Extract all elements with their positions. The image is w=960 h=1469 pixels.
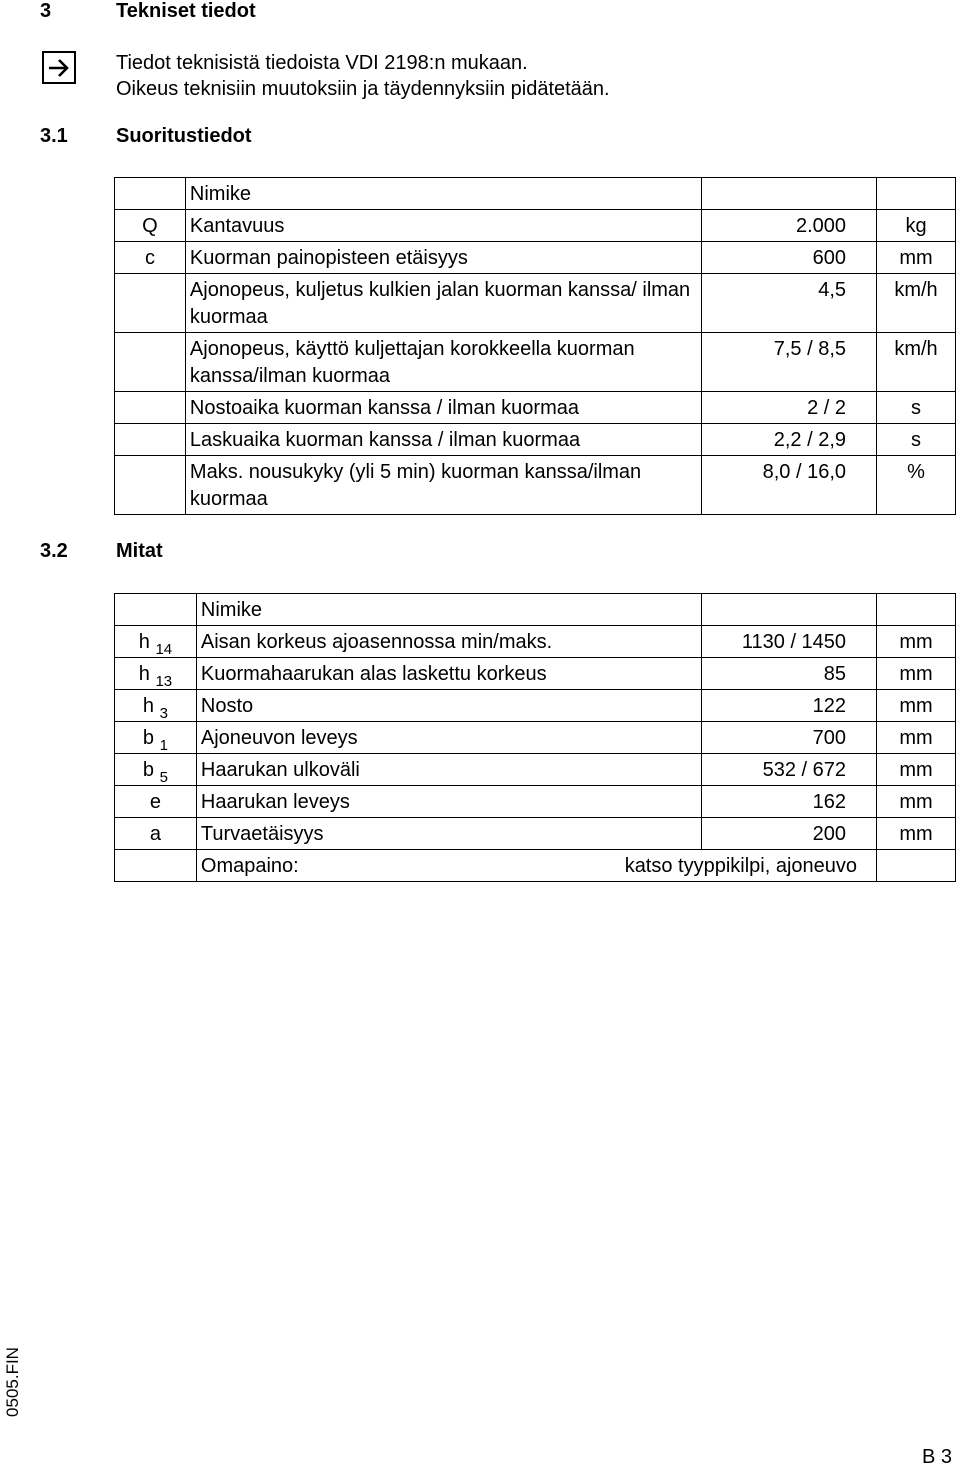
table-row bbox=[115, 818, 956, 850]
symbol-letter: h bbox=[142, 695, 155, 717]
symbol-cell bbox=[115, 690, 197, 722]
table-row bbox=[115, 274, 956, 333]
value-cell: 2 / 2 bbox=[702, 392, 877, 424]
table-header-row bbox=[115, 178, 956, 210]
symbol-cell bbox=[115, 626, 197, 658]
value-cell: 2.000 bbox=[702, 210, 877, 242]
unit-cell: mm bbox=[877, 722, 956, 754]
value-cell: 4,5 bbox=[702, 274, 877, 333]
symbol-letter: h bbox=[138, 663, 150, 685]
unit-cell: mm bbox=[877, 690, 956, 722]
header-label-cell: Nimike bbox=[196, 594, 701, 626]
symbol-subscript: 1 bbox=[159, 737, 168, 754]
label-cell: Laskuaika kuorman kanssa / ilman kuormaa bbox=[185, 424, 701, 456]
table-row bbox=[115, 722, 956, 754]
section-3-1-number: 3.1 bbox=[40, 125, 68, 147]
weight-value: katso tyyppikilpi, ajoneuvo bbox=[624, 855, 858, 877]
value-cell: 8,0 / 16,0 bbox=[702, 456, 877, 515]
symbol-cell bbox=[115, 178, 186, 210]
symbol-cell bbox=[115, 424, 186, 456]
arrow-right-icon bbox=[42, 51, 76, 84]
table-row bbox=[115, 210, 956, 242]
page-number: B 3 bbox=[922, 1446, 953, 1468]
value-cell bbox=[702, 594, 877, 626]
label-cell: Kuorman painopisteen etäisyys bbox=[185, 242, 701, 274]
unit-cell bbox=[877, 850, 956, 882]
symbol-cell bbox=[115, 722, 197, 754]
unit-cell: mm bbox=[877, 786, 956, 818]
unit-cell: mm bbox=[877, 658, 956, 690]
label-cell: Haarukan leveys bbox=[196, 786, 701, 818]
symbol-cell bbox=[115, 274, 186, 333]
unit-cell: mm bbox=[877, 626, 956, 658]
unit-cell: km/h bbox=[877, 333, 956, 392]
label-cell: Maks. nousukyky (yli 5 min) kuorman kanssa/ilman kuormaa bbox=[185, 456, 701, 515]
value-cell bbox=[702, 178, 877, 210]
label-cell: Haarukan ulkoväli bbox=[196, 754, 701, 786]
unit-cell: % bbox=[877, 456, 956, 515]
table-row bbox=[115, 242, 956, 274]
label-cell: Kuormahaarukan alas laskettu korkeus bbox=[196, 658, 701, 690]
unit-cell bbox=[877, 594, 956, 626]
symbol-letter: h bbox=[138, 631, 150, 653]
symbol-subscript: 13 bbox=[155, 673, 173, 690]
table-row bbox=[115, 658, 956, 690]
label-cell: Ajonopeus, käyttö kuljettajan korokkeella kuorman kanssa/ilman kuormaa bbox=[185, 333, 701, 392]
symbol-cell bbox=[115, 754, 197, 786]
symbol-cell bbox=[115, 392, 186, 424]
document-code: 0505.FIN bbox=[3, 1347, 22, 1417]
section-3-2-number: 3.2 bbox=[40, 540, 68, 562]
unit-cell: mm bbox=[877, 242, 956, 274]
table-row bbox=[115, 456, 956, 515]
unit-cell: mm bbox=[877, 754, 956, 786]
header-label-cell: Nimike bbox=[185, 178, 701, 210]
value-cell: 85 bbox=[702, 658, 877, 690]
label-cell: Nostoaika kuorman kanssa / ilman kuormaa bbox=[185, 392, 701, 424]
label-cell: Aisan korkeus ajoasennossa min/maks. bbox=[196, 626, 701, 658]
weight-cell bbox=[196, 850, 876, 882]
table-row bbox=[115, 424, 956, 456]
symbol-cell bbox=[115, 333, 186, 392]
value-cell: 162 bbox=[702, 786, 877, 818]
value-cell: 200 bbox=[702, 818, 877, 850]
value-cell: 1130 / 1450 bbox=[702, 626, 877, 658]
symbol-letter: b bbox=[142, 727, 155, 749]
label-cell: Ajonopeus, kuljetus kulkien jalan kuorman kanssa/ ilman kuormaa bbox=[185, 274, 701, 333]
section-3-2-title: Mitat bbox=[116, 540, 163, 562]
section-3-1-title: Suoritustiedot bbox=[116, 125, 252, 147]
symbol-letter: b bbox=[142, 759, 155, 781]
symbol-cell bbox=[115, 658, 197, 690]
value-cell: 2,2 / 2,9 bbox=[702, 424, 877, 456]
unit-cell: s bbox=[877, 392, 956, 424]
value-cell: 700 bbox=[702, 722, 877, 754]
symbol-cell bbox=[115, 594, 197, 626]
symbol-subscript: 14 bbox=[155, 641, 173, 658]
symbol-cell: c bbox=[115, 242, 186, 274]
table-row bbox=[115, 392, 956, 424]
dimensions-table bbox=[114, 593, 956, 882]
table-row bbox=[115, 786, 956, 818]
symbol-cell: Q bbox=[115, 210, 186, 242]
unit-cell: kg bbox=[877, 210, 956, 242]
table-header-row bbox=[115, 594, 956, 626]
label-cell: Nosto bbox=[196, 690, 701, 722]
unit-cell: s bbox=[877, 424, 956, 456]
unit-cell: mm bbox=[877, 818, 956, 850]
symbol-cell bbox=[115, 850, 197, 882]
section-3-number: 3 bbox=[40, 0, 52, 22]
weight-label: Omapaino: bbox=[200, 855, 299, 877]
table-row bbox=[115, 850, 956, 882]
symbol-subscript: 5 bbox=[159, 769, 168, 786]
note-line-1: Tiedot teknisistä tiedoista VDI 2198:n mukaan. bbox=[116, 52, 528, 74]
performance-table bbox=[114, 177, 956, 515]
unit-cell: km/h bbox=[877, 274, 956, 333]
symbol-subscript: 3 bbox=[159, 705, 168, 722]
note-line-2: Oikeus teknisiin muutoksiin ja täydennyksiin pidätetään. bbox=[116, 78, 610, 100]
label-cell: Turvaetäisyys bbox=[196, 818, 701, 850]
table-row bbox=[115, 754, 956, 786]
label-cell: Kantavuus bbox=[185, 210, 701, 242]
value-cell: 532 / 672 bbox=[702, 754, 877, 786]
table-row bbox=[115, 690, 956, 722]
symbol-cell bbox=[115, 456, 186, 515]
symbol-cell: e bbox=[115, 786, 197, 818]
value-cell: 600 bbox=[702, 242, 877, 274]
value-cell: 122 bbox=[702, 690, 877, 722]
section-3-title: Tekniset tiedot bbox=[116, 0, 256, 22]
table-row bbox=[115, 626, 956, 658]
symbol-cell: a bbox=[115, 818, 197, 850]
unit-cell bbox=[877, 178, 956, 210]
value-cell: 7,5 / 8,5 bbox=[702, 333, 877, 392]
label-cell: Ajoneuvon leveys bbox=[196, 722, 701, 754]
table-row bbox=[115, 333, 956, 392]
